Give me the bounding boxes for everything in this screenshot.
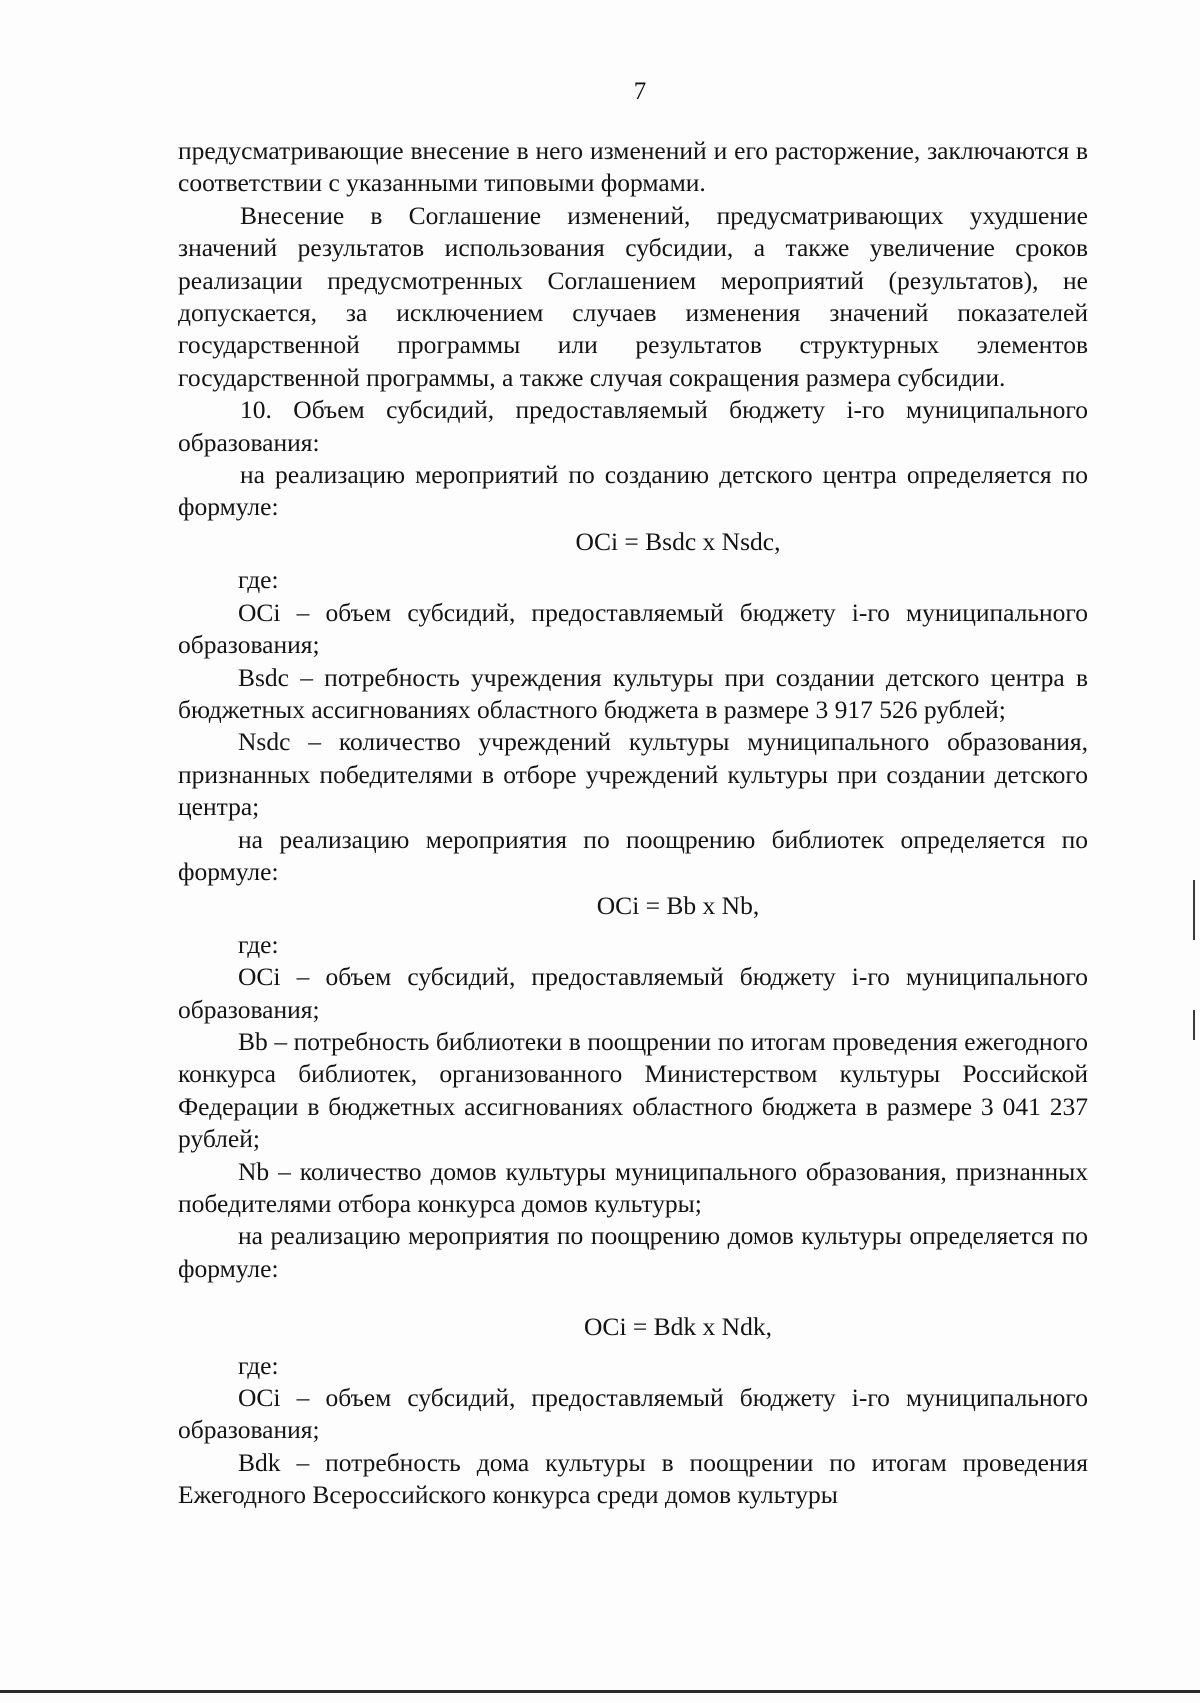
where-label-1: где: [238, 565, 279, 595]
scan-edge-mark [1193, 880, 1195, 940]
definition-bb: Bb – потребность библиотеки в поощрении по итогам проведения ежегодного конкурса библиотек, организованного Министерством культуры Российской Федерации в бюджетных ассигнованиях областного бюджета в размере 3 041 237 рублей; [178, 1026, 1088, 1154]
paragraph-culture-houses-intro: на реализацию мероприятия по поощрению домов культуры определяется по формуле: [178, 1221, 1088, 1283]
formula-culture-houses: OCi = Bdk x Ndk, [584, 1312, 772, 1342]
paragraph-children-center-intro: на реализацию мероприятий по созданию детского центра определяется по формуле: [178, 460, 1088, 522]
paragraph-libraries-intro: на реализацию мероприятия по поощрению библиотек определяется по формуле: [178, 824, 1088, 886]
formula-children-center: OCi = Bsdc x Nsdc, [575, 526, 781, 556]
paragraph-amendments: Внесение в Соглашение изменений, предусматривающих ухудшение значений результатов использования субсидии, а также увеличение сроков реализации предусмотренных Соглашением мероприятий (результатов), не допускается, за исключением случаев изменения значений показателей государственной программы или результатов структурных элементов государственной программы, а также случая сокращения размера субсидии. [178, 200, 1088, 392]
where-label-3: где: [238, 1350, 279, 1380]
paragraph-item-10: 10. Объем субсидий, предоставляемый бюджету і-го муниципального образования: [178, 395, 1088, 457]
paragraph-continuation: предусматривающие внесение в него изменений и его расторжение, заключаются в соответствии с указанными типовыми формами. [178, 136, 1088, 198]
where-label-2: где: [238, 929, 279, 959]
definition-oci-3: OCi – объем субсидий, предоставляемый бюджету і-го муниципального образования; [178, 1383, 1088, 1445]
scan-bottom-border [0, 1690, 1200, 1693]
definition-oci-2: OCi – объем субсидий, предоставляемый бюджету і-го муниципального образования; [178, 962, 1088, 1024]
definition-nb: Nb – количество домов культуры муниципального образования, признанных победителями отбора конкурса домов культуры; [178, 1156, 1088, 1218]
scan-edge-mark [1193, 1010, 1195, 1040]
formula-libraries: OCi = Bb x Nb, [596, 891, 760, 921]
definition-bsdc: Bsdc – потребность учреждения культуры при создании детского центра в бюджетных ассигнованиях областного бюджета в размере 3 917 526 рублей; [178, 662, 1088, 724]
page-number: 7 [633, 78, 647, 105]
document-body [178, 135, 1088, 1512]
definition-bdk: Bdk – потребность дома культуры в поощрении по итогам проведения Ежегодного Всероссийского конкурса среди домов культуры [178, 1447, 1088, 1510]
definition-nsdc: Nsdc – количество учреждений культуры муниципального образования, признанных победителями в отборе учреждений культуры при создании детского центра; [178, 727, 1088, 822]
definition-oci-1: OCi – объем субсидий, предоставляемый бюджету і-го муниципального образования; [178, 597, 1088, 660]
